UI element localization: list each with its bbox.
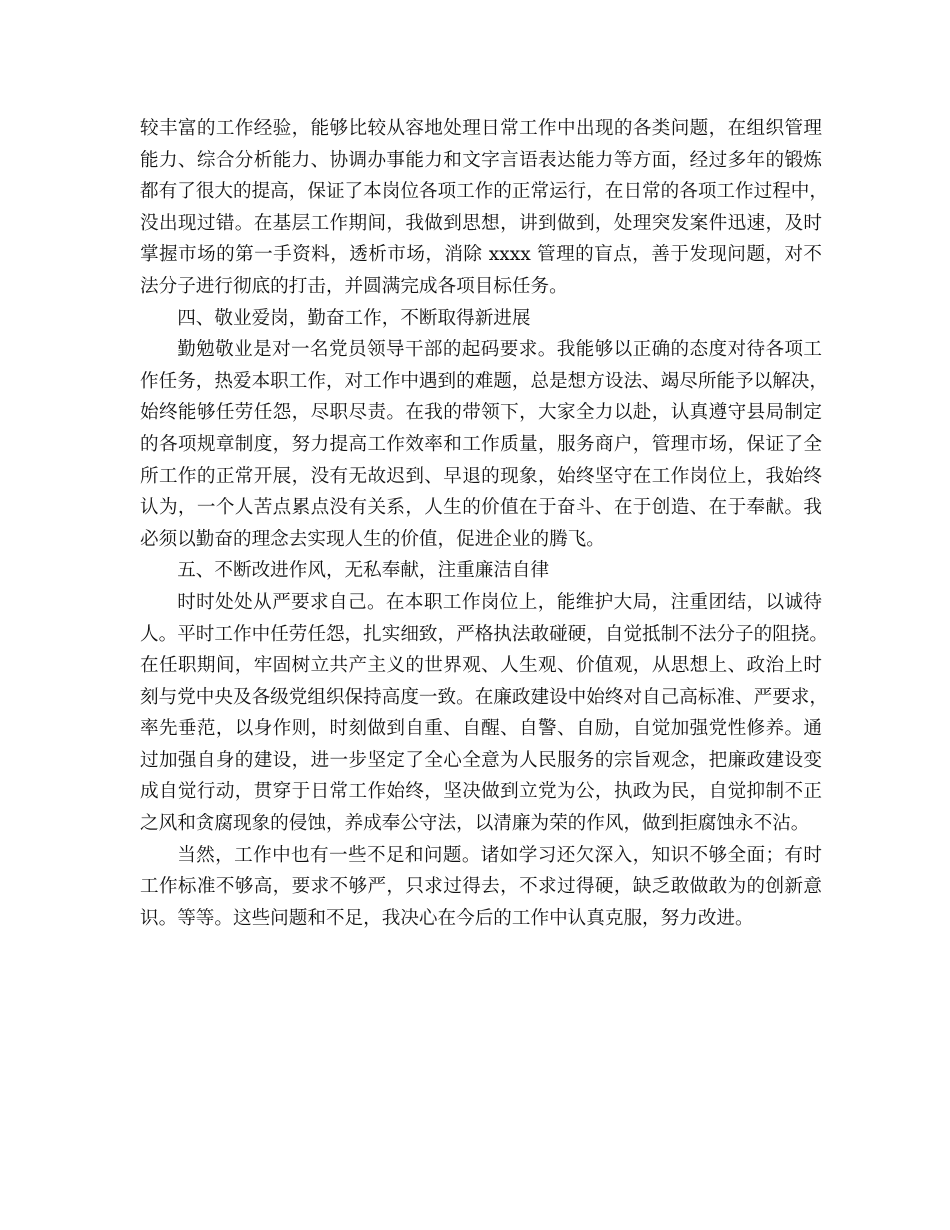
text-line: 作任务，热爱本职工作，对工作中遇到的难题，总是想方设法、竭尽所能予以解决，	[140, 370, 828, 392]
text-line: 没出现过错。在基层工作期间，我做到思想，讲到做到，处理突发案件迅速，及时	[140, 212, 822, 234]
text-line: 刻与党中央及各级党组织保持高度一致。在廉政建设中始终对自己高标准、严要求，	[140, 686, 828, 708]
heading-text: 四、敬业爱岗，勤奋工作，不断取得新进展	[177, 307, 531, 329]
text-line: 时时处处从严要求自己。在本职工作岗位上，能维护大局，注重团结，以诚待	[177, 591, 822, 613]
paragraph-shortcomings	[140, 840, 822, 872]
text-line: 较丰富的工作经验，能够比较从容地处理日常工作中出现的各类问题，在组织管理	[140, 118, 822, 139]
text-line: 人。平时工作中任劳任怨，扎实细致，严格执法敢碰硬，自觉抵制不法分子的阻挠。	[140, 623, 828, 645]
paragraph-shortcomings-cont	[140, 871, 822, 934]
paragraph-continuation	[140, 113, 828, 303]
text-line: 工作标准不够高，要求不够严，只求过得去，不求过得硬，缺乏敢做敢为的创新意	[140, 876, 822, 898]
text-line: 始终能够任劳任怨，尽职尽责。在我的带领下，大家全力以赴，认真遵守县局制定	[140, 402, 822, 424]
paragraph-integrity	[140, 587, 822, 619]
text-line: 必须以勤奋的理念去实现人生的价值，促进企业的腾飞。	[140, 528, 605, 550]
text-line: 认为，一个人苦点累点没有关系，人生的价值在于奋斗、在于创造、在于奉献。我	[140, 497, 822, 519]
text-line: 之风和贪腐现象的侵蚀，养成奉公守法，以清廉为荣的作风，做到拒腐蚀永不沾。	[140, 813, 810, 835]
document-page	[140, 113, 828, 934]
paragraph-diligence-cont	[140, 366, 828, 556]
text-line: 所工作的正常开展，没有无故迟到、早退的现象，始终坚守在工作岗位上，我始终	[140, 465, 822, 487]
text-line: 成自觉行动，贯穿于日常工作始终，坚决做到立党为公，执政为民，自觉抑制不正	[140, 781, 822, 803]
text-line: 在任职期间，牢固树立共产主义的世界观、人生观、价值观，从思想上、政治上时	[140, 655, 822, 677]
text-line: 掌握市场的第一手资料，透析市场，消除 xxxx 管理的盲点，善于发现问题，对不	[140, 244, 822, 266]
text-line: 率先垂范，以身作则，时刻做到自重、自醒、自警、自励，自觉加强党性修养。通	[140, 718, 822, 740]
text-line: 的各项规章制度，努力提高工作效率和工作质量，服务商户，管理市场，保证了全	[140, 433, 822, 455]
text-line: 勤勉敬业是对一名党员领导干部的起码要求。我能够以正确的态度对待各项工	[177, 339, 822, 361]
text-line: 法分子进行彻底的打击，并圆满完成各项目标任务。	[140, 275, 568, 297]
paragraph-integrity-cont	[140, 619, 828, 840]
text-line: 能力、综合分析能力、协调办事能力和文字言语表达能力等方面，经过多年的锻炼	[140, 149, 822, 171]
text-line: 过加强自身的建设，进一步坚定了全心全意为人民服务的宗旨观念，把廉政建设变	[140, 749, 822, 771]
text-line: 当然，工作中也有一些不足和问题。诸如学习还欠深入，知识不够全面；有时	[177, 844, 822, 866]
section-heading-five	[140, 555, 822, 587]
heading-text: 五、不断改进作风，无私奉献，注重廉洁自律	[177, 560, 550, 582]
paragraph-diligence	[140, 334, 822, 366]
text-line: 识。等等。这些问题和不足，我决心在今后的工作中认真克服，努力改进。	[140, 907, 754, 929]
section-heading-four	[140, 303, 822, 335]
text-line: 都有了很大的提高，保证了本岗位各项工作的正常运行，在日常的各项工作过程中，	[140, 181, 828, 203]
